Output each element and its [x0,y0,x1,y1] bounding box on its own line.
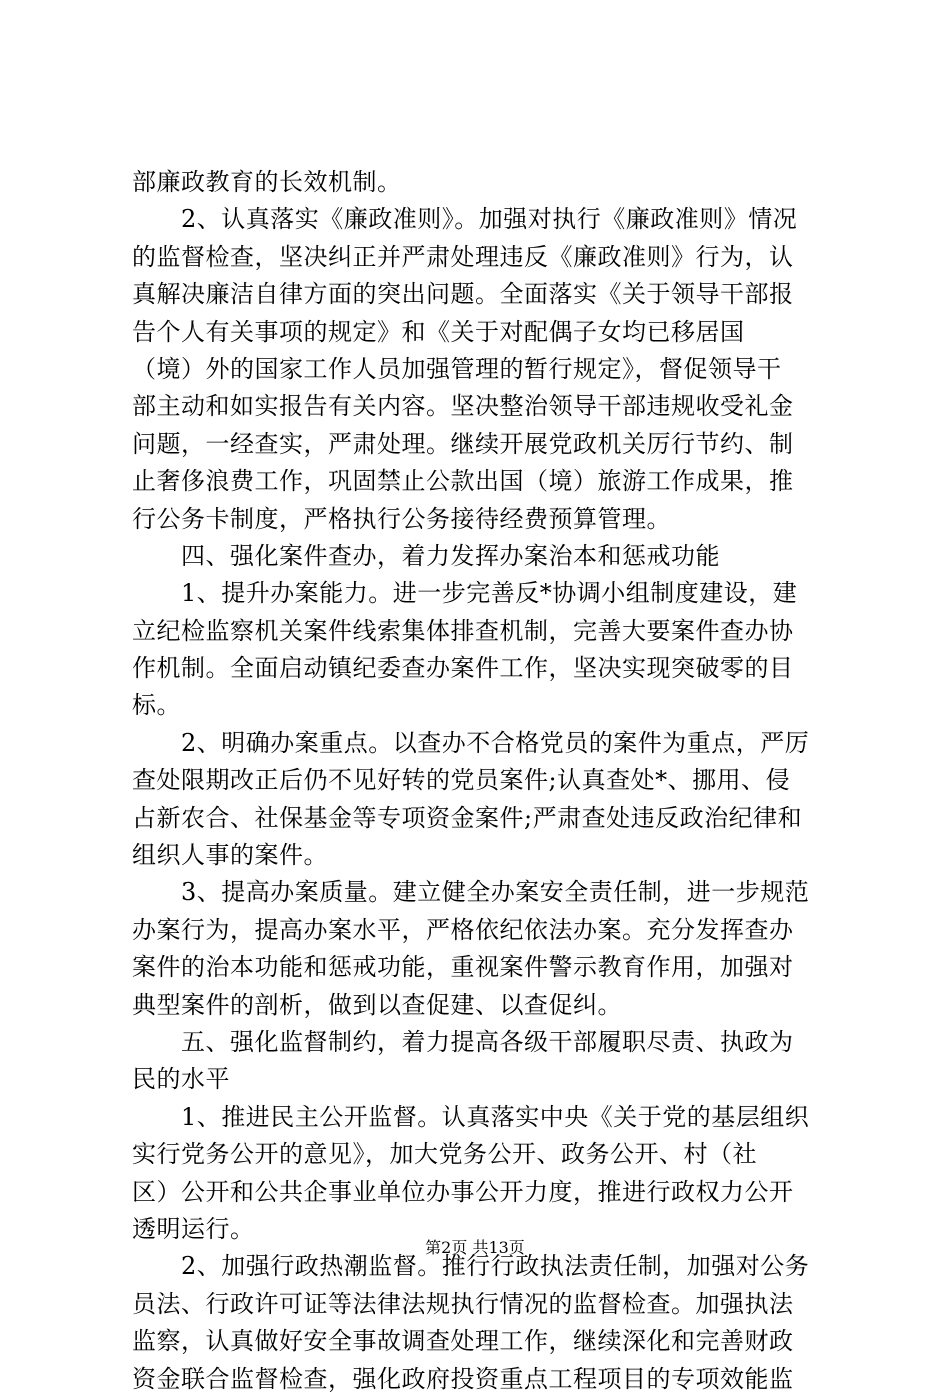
text-line: 告个人有关事项的规定》和《关于对配偶子女均已移居国 [132,317,745,346]
text-line: （境）外的国家工作人员加强管理的暂行规定》，督促领导干 [132,354,782,383]
text-line: 员法、行政许可证等法律法规执行情况的监督检查。加强执法 [132,1289,794,1318]
text-line: 典型案件的剖析，做到以查促建、以查促纠。 [132,990,622,1019]
text-line: 区）公开和公共企事业单位办事公开力度，推进行政权力公开 [132,1177,794,1206]
text-line: 民的水平 [132,1065,230,1094]
page-footer: 第2页 共13页 [425,1238,525,1257]
document-body [132,164,832,1398]
text-line: 的监督检查，坚决纠正并严肃处理违反《廉政准则》行为，认 [132,242,794,271]
text-line: 案件的治本功能和惩戒功能，重视案件警示教育作用，加强对 [132,953,794,982]
text-line: 监察，认真做好安全事故调查处理工作，继续深化和完善财政 [132,1327,794,1356]
text-line: 占新农合、社保基金等专项资金案件;严肃查处违反政治纪律和 [132,803,803,832]
text-line: 查处限期改正后仍不见好转的党员案件;认真查处*、挪用、侵 [132,766,791,795]
text-line: 2、认真落实《廉政准则》。加强对执行《廉政准则》情况 [132,205,798,234]
text-line: 作机制。全面启动镇纪委查办案件工作，坚决实现突破零的目 [132,654,794,683]
text-line: 行公务卡制度，严格执行公务接待经费预算管理。 [132,504,671,533]
text-line: 1、提升办案能力。进一步完善反*协调小组制度建设，建 [132,579,798,608]
text-line: 立纪检监察机关案件线索集体排查机制，完善大要案件查办协 [132,616,794,645]
text-line: 办案行为，提高办案水平，严格依纪依法办案。充分发挥查办 [132,915,794,944]
text-line: 2、加强行政热潮监督。推行行政执法责任制，加强对公务 [132,1252,810,1281]
text-line: 四、强化案件查办，着力发挥办案治本和惩戒功能 [132,541,720,570]
text-line: 五、强化监督制约，着力提高各级干部履职尽责、执政为 [132,1027,794,1056]
text-line: 部主动和如实报告有关内容。坚决整治领导干部违规收受礼金 [132,392,794,421]
text-line: 1、推进民主公开监督。认真落实中央《关于党的基层组织 [132,1102,810,1131]
text-line: 问题，一经查实，严肃处理。继续开展党政机关厉行节约、制 [132,429,794,458]
text-line: 标。 [132,691,181,720]
text-line: 资金联合监督检查，强化政府投资重点工程项目的专项效能监 [132,1364,794,1393]
text-line: 实行党务公开的意见》，加大党务公开、政务公开、村（社 [132,1140,757,1169]
text-line: 透明运行。 [132,1214,255,1243]
text-line: 组织人事的案件。 [132,841,328,870]
text-line: 止奢侈浪费工作，巩固禁止公款出国（境）旅游工作成果，推 [132,467,794,496]
text-line: 真解决廉洁自律方面的突出问题。全面落实《关于领导干部报 [132,280,794,309]
text-line: 2、明确办案重点。以查办不合格党员的案件为重点，严厉 [132,728,810,757]
text-line: 3、提高办案质量。建立健全办案安全责任制，进一步规范 [132,878,810,907]
text-line: 部廉政教育的长效机制。 [132,168,402,196]
